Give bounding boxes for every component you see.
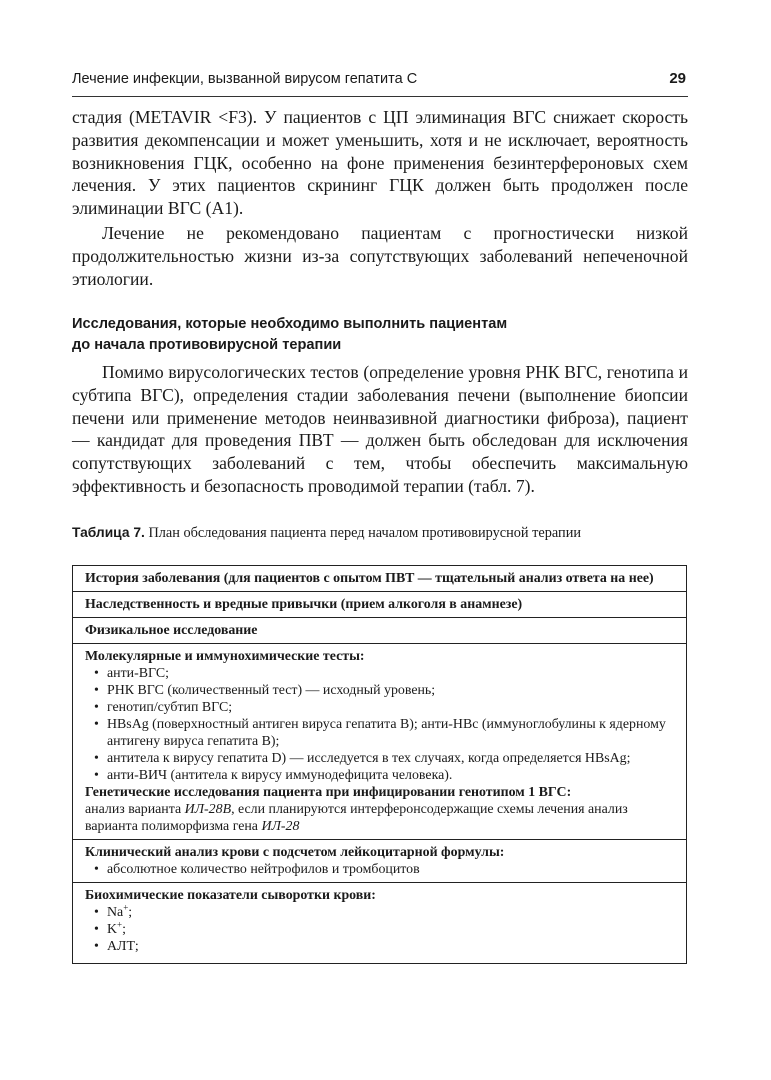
blood-count-list bbox=[85, 861, 676, 878]
table-cell-molecular-tests bbox=[73, 644, 687, 840]
genetic-variant-il28: ИЛ-28 bbox=[261, 819, 300, 834]
table-cell-physical-exam: Физикальное исследование bbox=[73, 618, 687, 644]
running-header bbox=[72, 66, 688, 97]
genetic-tests-text bbox=[85, 801, 676, 835]
table-row bbox=[73, 566, 687, 592]
section-heading-line1: Исследования, которые необходимо выполнить пациентам bbox=[72, 316, 508, 332]
list-item: • анти-ВГС; bbox=[85, 665, 676, 682]
table-row bbox=[73, 883, 687, 964]
blood-count-title: Клинический анализ крови с подсчетом лейкоцитарной формулы: bbox=[85, 845, 505, 860]
paragraph-pretreatment-workup: Помимо вирусологических тестов (определение уровня РНК ВГС, генотипа и субтипа ВГС), определения стадии заболевания печени (выполнение биопсии печени или применение методов неинвазивной диагностики фиброза), пациент — кандидат для проведения ПВТ — должен быть обследован для исключения сопутствующих заболеваний с тем, чтобы обеспечить максимальную эффективность и безопасность проводимой терапии (табл. 7). bbox=[72, 362, 688, 496]
section-heading-line2: до начала противовирусной терапии bbox=[72, 337, 342, 353]
biochemistry-title: Биохимические показатели сыворотки крови: bbox=[85, 888, 376, 903]
table-caption-text: План обследования пациента перед началом противовирусной терапии bbox=[148, 525, 582, 541]
list-item: • анти-ВИЧ (антитела к вирусу иммунодефицита человека). bbox=[85, 767, 676, 784]
running-header-title: Лечение инфекции, вызванной вирусом гепатита С bbox=[72, 71, 418, 87]
table-row bbox=[73, 592, 687, 618]
page-number: 29 bbox=[669, 70, 686, 87]
section-heading bbox=[72, 314, 592, 356]
list-item: • РНК ВГС (количественный тест) — исходный уровень; bbox=[85, 682, 676, 699]
list-item: • антитела к вирусу гепатита D) — исследуется в тех случаях, когда определяется HBsAg; bbox=[85, 750, 676, 767]
list-item: • абсолютное количество нейтрофилов и тромбоцитов bbox=[85, 861, 676, 878]
item-separator: ; bbox=[128, 905, 133, 920]
item-separator: ; bbox=[122, 922, 126, 937]
molecular-tests-title: Молекулярные и иммунохимические тесты: bbox=[85, 649, 365, 664]
table-caption-label: Таблица 7. bbox=[72, 525, 145, 540]
list-item bbox=[85, 921, 676, 938]
genetic-text-start: анализ варианта bbox=[85, 802, 185, 817]
sodium-label: Na bbox=[107, 905, 124, 920]
table-cell-blood-count bbox=[73, 840, 687, 883]
table-row bbox=[73, 618, 687, 644]
list-item bbox=[85, 904, 676, 921]
list-item: • HBsAg (поверхностный антиген вируса гепатита B); анти-HBc (иммуноглобулины к ядерному антигену вируса гепатита B); bbox=[85, 716, 676, 750]
list-item: • АЛТ; bbox=[85, 938, 676, 955]
potassium-charge: + bbox=[117, 919, 123, 930]
genetic-variant-il28b: ИЛ-28B bbox=[184, 802, 232, 817]
table-row bbox=[73, 644, 687, 840]
paragraph-not-recommended: Лечение не рекомендовано пациентам с прогностически низкой продолжительностью жизни из-за сопутствующих заболеваний непеченочной этиологии. bbox=[72, 223, 688, 289]
list-item: • генотип/субтип ВГС; bbox=[85, 699, 676, 716]
molecular-tests-list bbox=[85, 665, 676, 784]
table-cell-heredity: Наследственность и вредные привычки (прием алкоголя в анамнезе) bbox=[73, 592, 687, 618]
sodium-charge: + bbox=[123, 902, 129, 913]
genetic-tests-title: Генетические исследования пациента при инфицировании генотипом 1 ВГС: bbox=[85, 785, 572, 800]
table-cell-history: История заболевания (для пациентов с опытом ПВТ — тщательный анализ ответа на нее) bbox=[73, 566, 687, 592]
potassium-label: K bbox=[107, 922, 118, 937]
table-cell-biochemistry bbox=[73, 883, 687, 964]
biochemistry-list bbox=[85, 904, 676, 955]
table-row bbox=[73, 840, 687, 883]
examination-plan-table bbox=[72, 565, 687, 964]
table-caption bbox=[72, 524, 688, 542]
paragraph-cirrhosis-hcc: стадия (METAVIR <F3). У пациентов с ЦП элиминация ВГС снижает скорость развития декомпенсации и может уменьшить, хотя и не исключает, вероятность возникновения ГЦК, особенно на фоне применения безинтерфероновых схем лечения. У этих пациентов скрининг ГЦК должен быть продолжен после элиминации ВГС (A1). bbox=[72, 107, 688, 219]
genetic-text-middle: , если планируются интерферонсодержащие схемы лечения анализ варианта полиморфизма гена bbox=[85, 802, 628, 834]
